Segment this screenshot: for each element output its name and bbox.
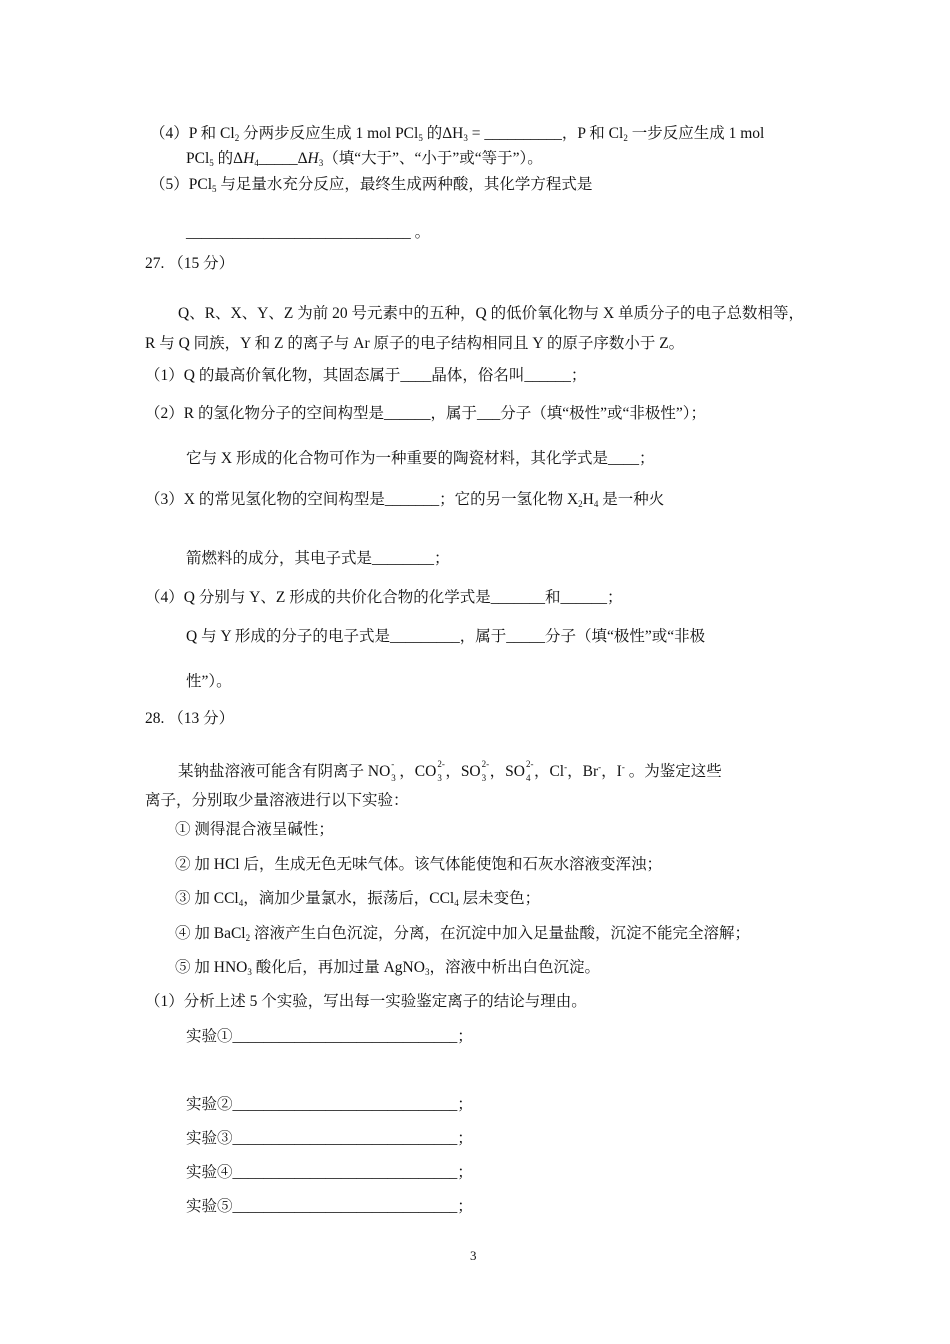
text-run: 与足量水充分反应，最终生成两种酸，其化学方程式是 bbox=[216, 176, 593, 193]
text-run: （4）Q 分别与 Y、Z 形成的共价化合物的化学式是_______和______； bbox=[145, 589, 623, 606]
text-line bbox=[145, 334, 684, 354]
subscript: 5 bbox=[209, 158, 214, 168]
subscript: 5 bbox=[418, 133, 423, 143]
text-line bbox=[150, 175, 592, 195]
text-run: （1）Q 的最高价氧化物，其固态属于____晶体，俗名叫______； bbox=[145, 367, 587, 384]
text-line bbox=[186, 672, 232, 692]
ion-charge: 2- 3 bbox=[437, 759, 445, 783]
text-line bbox=[145, 366, 586, 386]
subscript: 3 bbox=[247, 967, 252, 977]
ion-charge: - 3 bbox=[391, 759, 396, 783]
text-line bbox=[175, 889, 540, 909]
text-run: 。为鉴定这些 bbox=[624, 763, 722, 780]
text-run: 溶液产生白色沉淀，分离，在沉淀中加入足量盐酸，沉淀不能完全溶解； bbox=[250, 925, 751, 942]
text-run: （2）R 的氢化物分子的空间构型是______，属于___分子（填“极性”或“非极性”）； bbox=[145, 405, 706, 422]
ion-charge: 2- 3 bbox=[481, 759, 490, 783]
text-run: （5）PCl bbox=[150, 176, 213, 193]
text-run: ，溶液中析出白色沉淀。 bbox=[429, 959, 600, 976]
text-line bbox=[186, 549, 450, 569]
text-run: 层未变色； bbox=[458, 890, 541, 907]
text-line bbox=[145, 254, 234, 274]
text-run: 实验②_____________________________； bbox=[186, 1096, 473, 1113]
text-line bbox=[186, 1129, 473, 1149]
text-run: = __________，P 和 Cl bbox=[467, 125, 624, 142]
text-run: Q 与 Y 形成的分子的电子式是_________，属于_____分子（填“极性”或“非极 bbox=[186, 628, 706, 645]
text-run: 是一种火 bbox=[598, 491, 665, 508]
text-line bbox=[186, 223, 430, 243]
text-run: 酸化后，再加过量 AgNO bbox=[251, 959, 425, 976]
text-run: 实验③_____________________________； bbox=[186, 1130, 473, 1147]
subscript: 2 bbox=[578, 499, 583, 509]
text-line bbox=[186, 1095, 473, 1115]
text-run: （4）P 和 Cl bbox=[150, 125, 235, 142]
italic-symbol: H bbox=[307, 150, 319, 167]
text-run: 一步反应生成 1 mol bbox=[627, 125, 765, 142]
text-run: ，I bbox=[601, 763, 622, 780]
text-run: ③ 加 CCl bbox=[175, 890, 239, 907]
text-run: （3）X 的常见氢化物的空间构型是_______；它的另一氢化物 X bbox=[145, 491, 579, 508]
subscript: 3 bbox=[463, 133, 468, 143]
text-line bbox=[145, 490, 664, 510]
text-run: ，CO bbox=[399, 763, 437, 780]
text-run: ④ 加 BaCl bbox=[175, 925, 246, 942]
ion-charge: 2- 4 bbox=[525, 759, 534, 783]
italic-symbol: H bbox=[243, 150, 255, 167]
text-line bbox=[186, 449, 654, 469]
text-run: 分两步反应生成 1 mol PCl bbox=[239, 125, 419, 142]
subscript: 4 bbox=[254, 158, 259, 168]
text-line bbox=[150, 124, 764, 144]
text-line bbox=[145, 791, 409, 811]
subscript: 2 bbox=[623, 133, 628, 143]
text-line bbox=[186, 1163, 473, 1183]
text-run: 的Δ bbox=[213, 150, 244, 167]
subscript: 4 bbox=[593, 499, 599, 509]
text-run: 实验①_____________________________； bbox=[186, 1028, 473, 1045]
text-run: 它与 X 形成的化合物可作为一种重要的陶瓷材料，其化学式是____； bbox=[186, 450, 655, 467]
subscript: 2 bbox=[245, 933, 251, 943]
subscript: 4 bbox=[454, 898, 459, 908]
text-run: 某钠盐溶液可能含有阴离子 NO bbox=[178, 763, 391, 780]
superscript: - bbox=[564, 762, 568, 772]
text-run: 离子，分别取少量溶液进行以下实验： bbox=[145, 792, 409, 809]
text-run: H bbox=[582, 491, 594, 508]
text-line bbox=[145, 709, 234, 729]
text-run: _____Δ bbox=[258, 150, 308, 167]
text-line bbox=[175, 924, 750, 944]
text-line bbox=[178, 304, 804, 324]
subscript: 2 bbox=[234, 133, 240, 143]
text-run: Q、R、X、Y、Z 为前 20 号元素中的五种，Q 的低价氧化物与 X 单质分子的电子总数相等， bbox=[178, 305, 805, 322]
text-run: 27. （15 分） bbox=[145, 255, 235, 272]
text-line bbox=[175, 958, 600, 978]
subscript: 4 bbox=[238, 898, 244, 908]
text-line bbox=[175, 855, 662, 875]
text-line bbox=[186, 149, 543, 169]
text-run: _____________________________ 。 bbox=[186, 224, 431, 241]
subscript: 5 bbox=[212, 184, 217, 194]
subscript: 3 bbox=[424, 967, 430, 977]
text-run: （填“大于”、“小于”或“等于”）。 bbox=[323, 150, 543, 167]
text-run: ① 测得混合液呈碱性； bbox=[175, 821, 334, 838]
text-line bbox=[145, 404, 706, 424]
superscript: - bbox=[621, 762, 625, 772]
text-run: ，SO bbox=[489, 763, 525, 780]
text-run: 的ΔH bbox=[422, 125, 464, 142]
text-run: PCl bbox=[186, 150, 210, 167]
text-line bbox=[175, 820, 334, 840]
text-run: 箭燃料的成分，其电子式是________； bbox=[186, 550, 450, 567]
text-run: （1）分析上述 5 个实验，写出每一实验鉴定离子的结论与理由。 bbox=[145, 993, 587, 1010]
text-run: 性”）。 bbox=[186, 673, 232, 690]
text-line bbox=[186, 1027, 473, 1047]
text-run: ，Br bbox=[567, 763, 599, 780]
text-line bbox=[145, 992, 587, 1012]
superscript: - bbox=[598, 762, 602, 772]
text-run: 实验⑤_____________________________； bbox=[186, 1198, 473, 1215]
text-run: R 与 Q 同族，Y 和 Z 的离子与 Ar 原子的电子结构相同且 Y 的原子序数小于 Z。 bbox=[145, 335, 685, 352]
text-run: 28. （13 分） bbox=[145, 710, 235, 727]
text-line bbox=[145, 588, 622, 608]
text-run: ，滴加少量氯水，振荡后，CCl bbox=[243, 890, 455, 907]
text-run: ⑤ 加 HNO bbox=[175, 959, 248, 976]
text-run: 实验④_____________________________； bbox=[186, 1164, 473, 1181]
text-line bbox=[186, 1197, 473, 1217]
subscript: 3 bbox=[318, 158, 324, 168]
text-line bbox=[178, 759, 722, 783]
text-run: ，Cl bbox=[533, 763, 565, 780]
text-run: ② 加 HCl 后，生成无色无味气体。该气体能使饱和石灰水溶液变浑浊； bbox=[175, 856, 662, 873]
page-number: 3 bbox=[470, 1248, 477, 1263]
text-run: ，SO bbox=[445, 763, 481, 780]
text-line bbox=[186, 627, 705, 647]
